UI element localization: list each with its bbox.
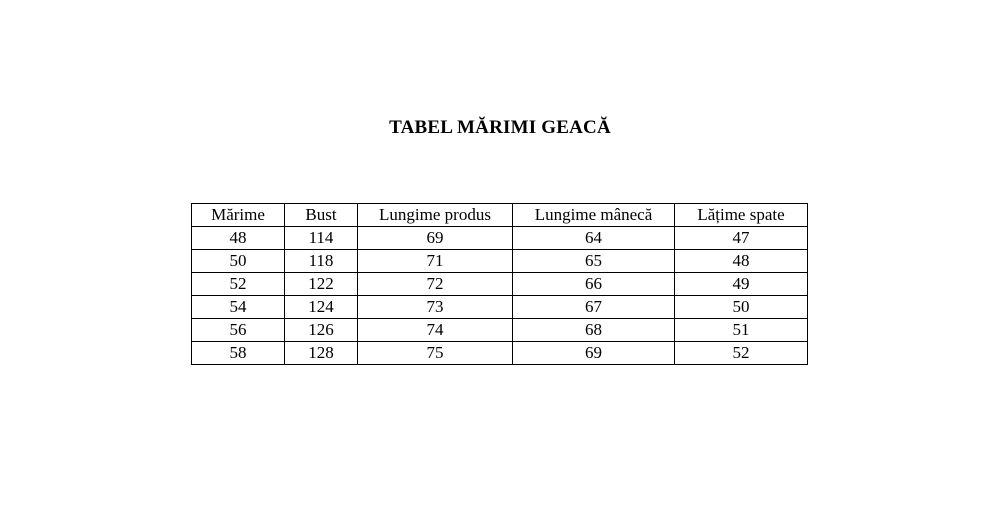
page-title: TABEL MĂRIMI GEACĂ [389, 117, 611, 138]
cell-latime-spate: 49 [675, 273, 808, 296]
cell-marime: 54 [192, 296, 285, 319]
size-table [191, 203, 808, 365]
cell-marime: 50 [192, 250, 285, 273]
cell-lungime-produs: 74 [358, 319, 513, 342]
table-row [192, 319, 808, 342]
cell-lungime-maneca: 69 [513, 342, 675, 365]
cell-lungime-produs: 73 [358, 296, 513, 319]
cell-marime: 52 [192, 273, 285, 296]
cell-bust: 114 [285, 227, 358, 250]
header-bust: Bust [285, 204, 358, 227]
table-row [192, 273, 808, 296]
table-row [192, 250, 808, 273]
cell-bust: 128 [285, 342, 358, 365]
cell-marime: 58 [192, 342, 285, 365]
cell-lungime-maneca: 66 [513, 273, 675, 296]
table-row [192, 342, 808, 365]
cell-latime-spate: 51 [675, 319, 808, 342]
table-row [192, 227, 808, 250]
cell-lungime-maneca: 68 [513, 319, 675, 342]
table-row [192, 296, 808, 319]
table-header-row [192, 204, 808, 227]
cell-lungime-maneca: 64 [513, 227, 675, 250]
cell-lungime-produs: 69 [358, 227, 513, 250]
cell-latime-spate: 50 [675, 296, 808, 319]
header-marime: Mărime [192, 204, 285, 227]
cell-lungime-produs: 72 [358, 273, 513, 296]
cell-marime: 56 [192, 319, 285, 342]
cell-lungime-produs: 71 [358, 250, 513, 273]
cell-latime-spate: 47 [675, 227, 808, 250]
header-lungime-produs: Lungime produs [358, 204, 513, 227]
header-latime-spate: Lățime spate [675, 204, 808, 227]
cell-lungime-maneca: 65 [513, 250, 675, 273]
cell-latime-spate: 48 [675, 250, 808, 273]
cell-bust: 126 [285, 319, 358, 342]
cell-bust: 124 [285, 296, 358, 319]
cell-lungime-produs: 75 [358, 342, 513, 365]
cell-marime: 48 [192, 227, 285, 250]
header-lungime-maneca: Lungime mânecă [513, 204, 675, 227]
cell-latime-spate: 52 [675, 342, 808, 365]
cell-lungime-maneca: 67 [513, 296, 675, 319]
cell-bust: 122 [285, 273, 358, 296]
cell-bust: 118 [285, 250, 358, 273]
